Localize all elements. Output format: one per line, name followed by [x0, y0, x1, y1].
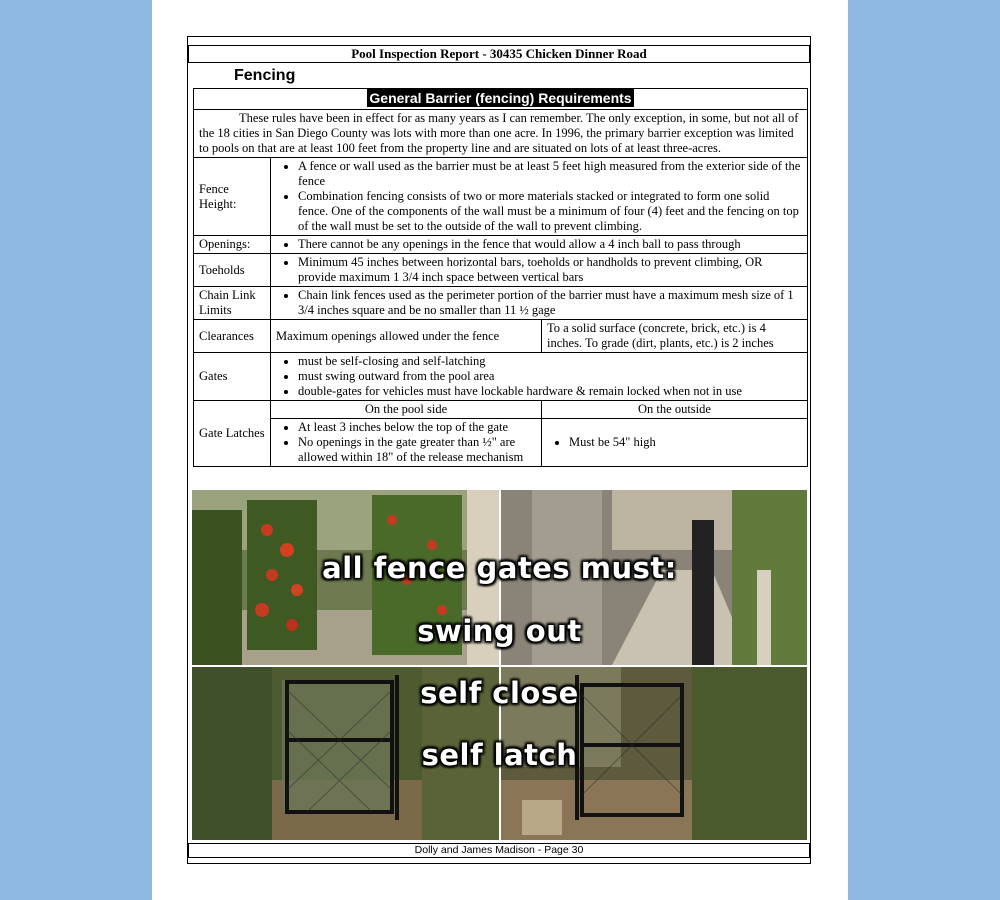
- photo-caption-line: swing out: [417, 614, 582, 648]
- list-item: • Combination fencing consists of two or more materials stacked or integrated to form one solid fence. One of the components of the wall must be a minimum of four (4) feet and the fencing on top of the wall must be set to the outside of the wall to prevent climbing.: [298, 189, 802, 234]
- intro-paragraph: These rules have been in effect for as many years as I can remember. The only exception, in some, but not all of the 18 cities in San Diego County was lots with more than one acre. In 1996, the primary barrier exception was limited to pools on that are at least 100 feet from the property line and are situated on lots of at least three-acres.: [194, 110, 808, 158]
- row-label: Fence Height:: [194, 158, 271, 236]
- table-row: [194, 236, 808, 254]
- photo-collage-image: [192, 490, 807, 840]
- pool-side-header: On the pool side: [271, 401, 542, 419]
- row-label: Gates: [194, 353, 271, 401]
- page-footer: Dolly and James Madison - Page 30: [188, 843, 810, 858]
- report-page: [152, 0, 848, 900]
- table-row: [194, 320, 808, 353]
- table-title: General Barrier (fencing) Requirements: [369, 90, 632, 106]
- photo-caption-line: all fence gates must:: [322, 551, 677, 585]
- outside-header: On the outside: [542, 401, 808, 419]
- row-label: Gate Latches: [194, 401, 271, 467]
- table-row: [194, 401, 808, 419]
- list-item: • A fence or wall used as the barrier must be at least 5 feet high measured from the exterior side of the fence: [298, 159, 802, 189]
- table-title-cell: [194, 89, 808, 110]
- table-row: [194, 419, 808, 467]
- list-item: • There cannot be any openings in the fence that would allow a 4 inch ball to pass through: [298, 237, 802, 252]
- photo-caption-line: self latch: [421, 738, 578, 772]
- row-label: Chain Link Limits: [194, 287, 271, 320]
- list-item: • Minimum 45 inches between horizontal bars, toeholds or handholds to prevent climbing, OR provide maximum 1 3/4 inch space between vertical bars: [298, 255, 802, 285]
- list-item: • must swing outward from the pool area: [298, 369, 802, 384]
- list-item: • At least 3 inches below the top of the gate: [298, 420, 536, 435]
- report-header: Pool Inspection Report - 30435 Chicken Dinner Road: [188, 45, 810, 63]
- pool-side-content: [271, 419, 542, 467]
- row-label: Toeholds: [194, 254, 271, 287]
- clearances-right: To a solid surface (concrete, brick, etc.) is 4 inches. To grade (dirt, plants, etc.) is 2 inches: [542, 320, 808, 353]
- list-item: • Chain link fences used as the perimeter portion of the barrier must have a maximum mesh size of 1 3/4 inches square and be no smaller than 11 ½ gage: [298, 288, 802, 318]
- row-content: [271, 158, 808, 236]
- table-row: [194, 254, 808, 287]
- clearances-left: Maximum openings allowed under the fence: [271, 320, 542, 353]
- table-row: [194, 287, 808, 320]
- gates-photo-collage: [192, 490, 807, 840]
- list-item: • Must be 54" high: [569, 435, 802, 450]
- row-content: [271, 254, 808, 287]
- list-item: • No openings in the gate greater than ½" are allowed within 18" of the release mechanism: [298, 435, 536, 465]
- section-title: Fencing: [234, 67, 296, 84]
- row-content: [271, 236, 808, 254]
- barrier-requirements-table: [193, 88, 808, 467]
- row-content: [271, 353, 808, 401]
- table-row: [194, 353, 808, 401]
- table-row: [194, 158, 808, 236]
- photo-caption-line: self close: [420, 676, 579, 710]
- row-content: [271, 287, 808, 320]
- outside-content: [542, 419, 808, 467]
- list-item: • double-gates for vehicles must have lockable hardware & remain locked when not in use: [298, 384, 802, 399]
- row-label: Openings:: [194, 236, 271, 254]
- row-label: Clearances: [194, 320, 271, 353]
- list-item: • must be self-closing and self-latching: [298, 354, 802, 369]
